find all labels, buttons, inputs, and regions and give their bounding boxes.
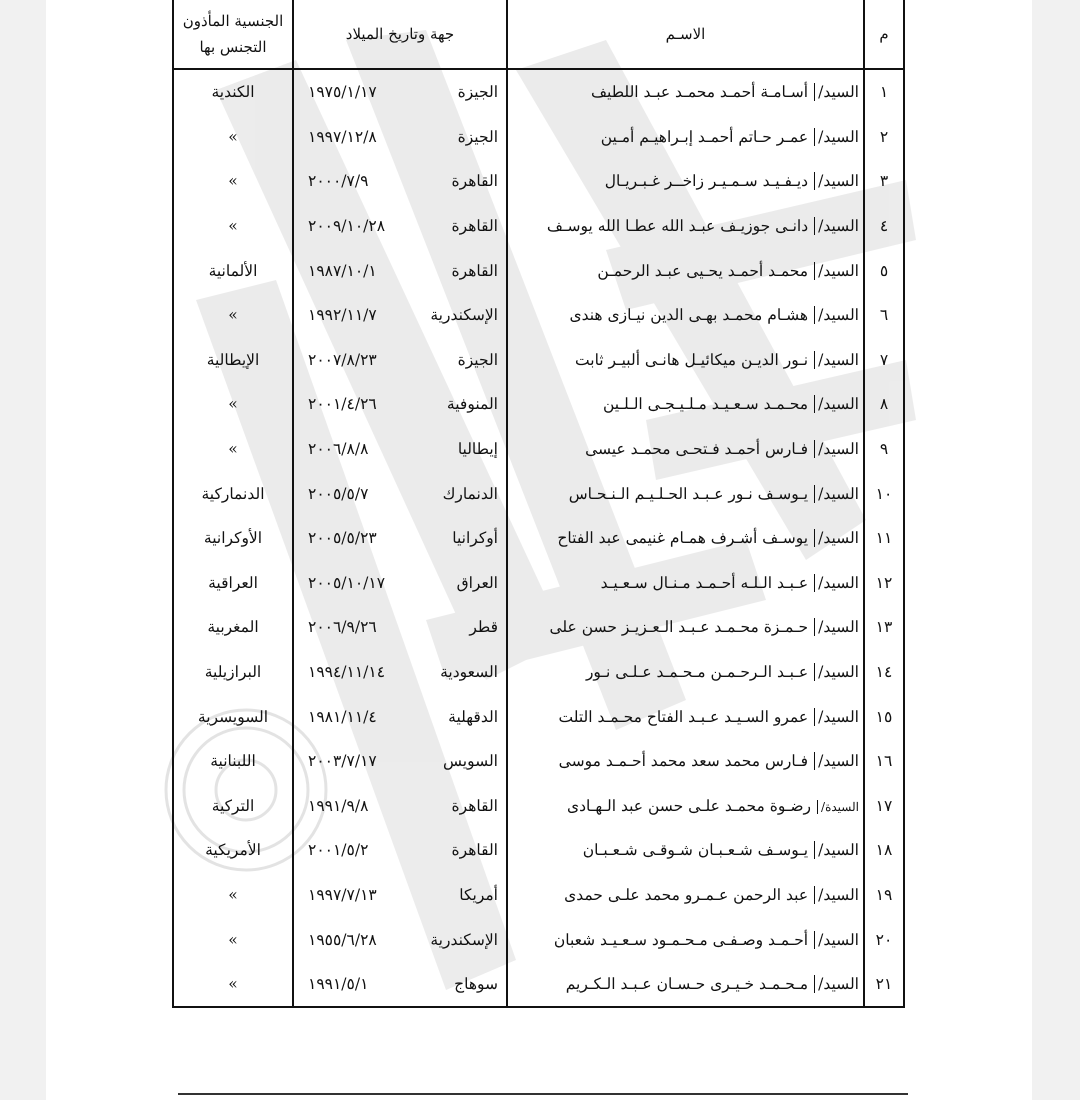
row-number: ٧ <box>864 338 904 383</box>
birth-place: قطر <box>469 618 498 637</box>
table-row <box>173 248 904 293</box>
person-name: هشـام محمـد بهـى الدين نيـازى هندى <box>569 306 809 325</box>
honorific: السيد/ <box>814 574 859 592</box>
table-row <box>173 650 904 695</box>
birth-cell <box>293 650 507 695</box>
row-number: ١٠ <box>864 471 904 516</box>
honorific: السيد/ <box>814 886 859 904</box>
birth-cell <box>293 605 507 650</box>
honorific: السيد/ <box>814 485 859 503</box>
header-birth: جهة وتاريخ الميلاد <box>293 0 507 69</box>
person-name: حـمـزة محـمـد عـبـد الـعـزيـز حسن على <box>549 618 809 637</box>
person-name: أسـامـة أحمـد محمـد عبـد اللطيف <box>591 83 809 102</box>
header-num: م <box>864 0 904 69</box>
nationality: العراقية <box>173 561 293 606</box>
row-number: ١٥ <box>864 694 904 739</box>
person-name: دانـى جوزيـف عبـد الله عطـا الله يوسـف <box>546 217 809 236</box>
row-number: ٢٠ <box>864 917 904 962</box>
person-name-cell <box>507 873 864 918</box>
nationality: الألمانية <box>173 248 293 293</box>
table-row <box>173 917 904 962</box>
birth-date: ١٩٩٤/١١/١٤ <box>308 663 386 682</box>
birth-place: الإسكندرية <box>430 930 498 949</box>
row-number: ٨ <box>864 382 904 427</box>
birth-cell <box>293 828 507 873</box>
table-row <box>173 159 904 204</box>
footer-divider <box>178 1093 908 1095</box>
birth-cell <box>293 69 507 115</box>
row-number: ٢ <box>864 115 904 160</box>
birth-place: أوكرانيا <box>452 529 498 548</box>
row-number: ١٢ <box>864 561 904 606</box>
person-name-cell <box>507 962 864 1008</box>
row-number: ١٣ <box>864 605 904 650</box>
nationality: » <box>173 962 293 1008</box>
birth-date: ١٩٥٥/٦/٢٨ <box>308 930 377 949</box>
person-name-cell <box>507 427 864 472</box>
birth-place: السويس <box>443 752 498 771</box>
birth-place: أمريكا <box>459 885 498 904</box>
person-name: فـارس أحمـد فـتحـى محمـد عيسى <box>585 440 809 459</box>
nationality: » <box>173 427 293 472</box>
birth-date: ٢٠٠٣/٧/١٧ <box>308 752 377 771</box>
nationality: » <box>173 917 293 962</box>
birth-cell <box>293 471 507 516</box>
birth-date: ٢٠٠٧/٨/٢٣ <box>308 350 377 369</box>
birth-place: الجيزة <box>457 127 498 146</box>
person-name-cell <box>507 159 864 204</box>
birth-place: العراق <box>456 573 498 592</box>
birth-place: القاهرة <box>451 217 498 236</box>
birth-date: ١٩٩٢/١١/٧ <box>308 306 377 325</box>
birth-cell <box>293 561 507 606</box>
birth-date: ٢٠٠٠/٧/٩ <box>308 172 369 191</box>
birth-date: ١٩٨٧/١٠/١ <box>308 261 377 280</box>
table-row <box>173 427 904 472</box>
person-name: عمـر حـاتم أحمـد إبـراهيـم أمـين <box>600 127 809 146</box>
nationality: المغربية <box>173 605 293 650</box>
birth-cell <box>293 962 507 1008</box>
nationality: » <box>173 382 293 427</box>
birth-cell <box>293 382 507 427</box>
birth-place: السعودية <box>440 663 498 682</box>
person-name: محمـد أحمـد يحـيى عبـد الرحمـن <box>597 261 809 280</box>
person-name-cell <box>507 338 864 383</box>
row-number: ١ <box>864 69 904 115</box>
birth-date: ٢٠٠٦/٨/٨ <box>308 440 369 459</box>
birth-cell <box>293 159 507 204</box>
honorific: السيد/ <box>814 708 859 726</box>
row-number: ٦ <box>864 293 904 338</box>
honorific: السيد/ <box>814 217 859 235</box>
honorific: السيد/ <box>814 351 859 369</box>
birth-place: القاهرة <box>451 261 498 280</box>
table-row <box>173 561 904 606</box>
person-name: محـمـد سـعـيـد مـلـيـجـى الـلـين <box>603 395 809 414</box>
birth-cell <box>293 115 507 160</box>
birth-place: الجيزة <box>457 83 498 102</box>
row-number: ٢١ <box>864 962 904 1008</box>
birth-cell <box>293 917 507 962</box>
nationality: الأمريكية <box>173 828 293 873</box>
person-name-cell <box>507 204 864 249</box>
birth-date: ٢٠٠١/٤/٢٦ <box>308 395 377 414</box>
birth-place: القاهرة <box>451 172 498 191</box>
birth-cell <box>293 873 507 918</box>
table-row <box>173 338 904 383</box>
nationality: » <box>173 293 293 338</box>
table-row <box>173 69 904 115</box>
row-number: ١٦ <box>864 739 904 784</box>
table-row <box>173 115 904 160</box>
person-name: فـارس محمد سعد محمد أحـمـد موسى <box>558 752 809 771</box>
header-nationality: الجنسية المأذون التجنس بها <box>173 0 293 69</box>
document-page <box>46 0 1032 1100</box>
table-row <box>173 739 904 784</box>
birth-date: ٢٠٠٥/١٠/١٧ <box>308 573 386 592</box>
person-name-cell <box>507 516 864 561</box>
nationality: » <box>173 159 293 204</box>
nationality: الدنماركية <box>173 471 293 516</box>
birth-cell <box>293 338 507 383</box>
person-name-cell <box>507 561 864 606</box>
birth-cell <box>293 204 507 249</box>
table-row <box>173 471 904 516</box>
honorific: السيد/ <box>814 752 859 770</box>
person-name-cell <box>507 739 864 784</box>
person-name-cell <box>507 605 864 650</box>
person-name: يـوسـف نـور عـبـد الحـلـيـم الـنـحـاس <box>568 484 809 503</box>
nationality: الأوكرانية <box>173 516 293 561</box>
nationality: السويسرية <box>173 694 293 739</box>
nationality: الكندية <box>173 69 293 115</box>
table-row <box>173 962 904 1008</box>
person-name: ديـفـيـد سـمـيـر زاخــر غـبـريـال <box>604 172 809 191</box>
honorific: السيد/ <box>814 128 859 146</box>
nationality: الإيطالية <box>173 338 293 383</box>
honorific: السيد/ <box>814 262 859 280</box>
person-name: عـبـد الـلـه أحـمـد مـنـال سـعـيـد <box>600 573 809 592</box>
birth-cell <box>293 293 507 338</box>
person-name-cell <box>507 828 864 873</box>
person-name: أحـمـد وصـفـى مـحـمـود سـعـيـد شعبان <box>553 930 809 949</box>
birth-place: القاهرة <box>451 796 498 815</box>
honorific: السيد/ <box>814 306 859 324</box>
honorific: السيد/ <box>814 440 859 458</box>
birth-place: الجيزة <box>457 350 498 369</box>
table-row <box>173 293 904 338</box>
nationality: البرازيلية <box>173 650 293 695</box>
birth-place: المنوفية <box>446 395 498 414</box>
birth-date: ١٩٩٧/١٢/٨ <box>308 127 377 146</box>
row-number: ١٤ <box>864 650 904 695</box>
nationality: » <box>173 873 293 918</box>
honorific: السيد/ <box>814 395 859 413</box>
table-row <box>173 382 904 427</box>
person-name: عبد الرحمن عـمـرو محمد علـى حمدى <box>564 885 809 904</box>
birth-date: ١٩٩١/٩/٨ <box>308 796 369 815</box>
person-name-cell <box>507 248 864 293</box>
birth-cell <box>293 248 507 293</box>
honorific: السيد/ <box>814 663 859 681</box>
honorific: السيد/ <box>814 529 859 547</box>
row-number: ٥ <box>864 248 904 293</box>
person-name-cell <box>507 784 864 829</box>
birth-place: الدنمارك <box>442 484 498 503</box>
table-row <box>173 873 904 918</box>
person-name-cell <box>507 471 864 516</box>
birth-cell <box>293 784 507 829</box>
person-name: يـوسـف شـعـبـان شـوقـى شـعـبـان <box>582 841 809 860</box>
birth-date: ٢٠٠٥/٥/٢٣ <box>308 529 377 548</box>
honorific: السيدة/ <box>817 800 859 814</box>
table-row <box>173 694 904 739</box>
names-table <box>172 0 905 1008</box>
row-number: ٩ <box>864 427 904 472</box>
birth-cell <box>293 516 507 561</box>
honorific: السيد/ <box>814 172 859 190</box>
row-number: ١٨ <box>864 828 904 873</box>
person-name: مـحـمـد خـيـرى حـسـان عـبـد الـكـريم <box>565 975 809 994</box>
honorific: السيد/ <box>814 975 859 993</box>
birth-date: ١٩٩١/٥/١ <box>308 975 369 994</box>
birth-place: الدقهلية <box>448 707 498 726</box>
birth-date: ٢٠٠٩/١٠/٢٨ <box>308 217 386 236</box>
nationality: » <box>173 115 293 160</box>
row-number: ١١ <box>864 516 904 561</box>
person-name: يوسـف أشـرف همـام غنيمى عبد الفتاح <box>557 529 809 548</box>
nationality: » <box>173 204 293 249</box>
birth-cell <box>293 427 507 472</box>
person-name: عـبـد الـرحـمـن مـحـمـد عـلـى نـور <box>585 663 809 682</box>
person-name-cell <box>507 694 864 739</box>
person-name-cell <box>507 115 864 160</box>
birth-cell <box>293 739 507 784</box>
person-name: عمرو السـيـد عـبـد الفتاح محـمـد التلت <box>558 707 809 726</box>
honorific: السيد/ <box>814 931 859 949</box>
person-name: نـور الديـن ميكائيـل هانـى ألبيـر ثابت <box>575 350 809 369</box>
table-row <box>173 204 904 249</box>
row-number: ٤ <box>864 204 904 249</box>
birth-place: القاهرة <box>451 841 498 860</box>
row-number: ٣ <box>864 159 904 204</box>
honorific: السيد/ <box>814 618 859 636</box>
person-name-cell <box>507 382 864 427</box>
birth-date: ٢٠٠٦/٩/٢٦ <box>308 618 377 637</box>
birth-cell <box>293 694 507 739</box>
nationality: اللبنانية <box>173 739 293 784</box>
honorific: السيد/ <box>814 841 859 859</box>
table-header-row <box>173 0 904 69</box>
birth-date: ١٩٨١/١١/٤ <box>308 707 377 726</box>
table-row <box>173 784 904 829</box>
birth-place: إيطاليا <box>457 440 498 459</box>
person-name-cell <box>507 293 864 338</box>
person-name-cell <box>507 69 864 115</box>
header-name: الاسـم <box>507 0 864 69</box>
table-row <box>173 605 904 650</box>
birth-date: ٢٠٠١/٥/٢ <box>308 841 369 860</box>
table-row <box>173 828 904 873</box>
birth-date: ١٩٧٥/١/١٧ <box>308 83 377 102</box>
row-number: ١٩ <box>864 873 904 918</box>
table-row <box>173 516 904 561</box>
person-name-cell <box>507 650 864 695</box>
birth-place: الإسكندرية <box>430 306 498 325</box>
person-name-cell <box>507 917 864 962</box>
birth-place: سوهاج <box>454 975 498 994</box>
birth-date: ٢٠٠٥/٥/٧ <box>308 484 369 503</box>
birth-date: ١٩٩٧/٧/١٣ <box>308 885 377 904</box>
row-number: ١٧ <box>864 784 904 829</box>
nationality: التركية <box>173 784 293 829</box>
honorific: السيد/ <box>814 83 859 101</box>
person-name: رضـوة محمـد علـى حسن عبد الـهـادى <box>567 796 812 815</box>
